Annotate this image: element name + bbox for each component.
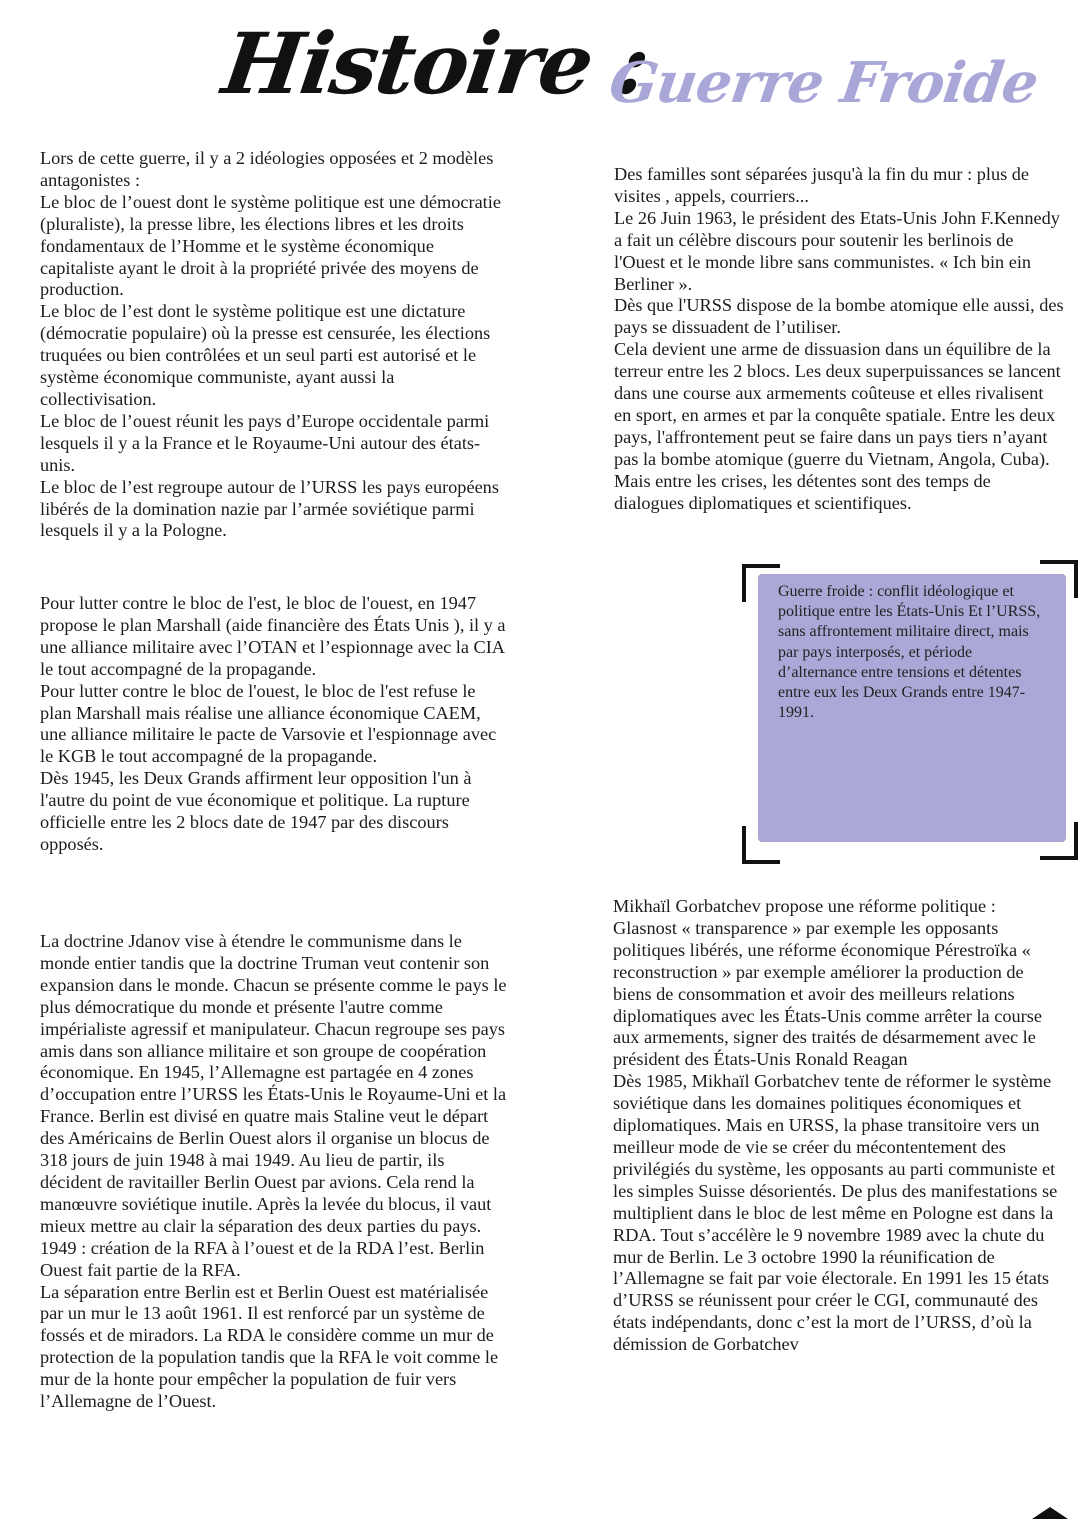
right-column-block2: [613, 896, 1063, 1356]
graduation-cap-icon: [1032, 1507, 1068, 1519]
right-column: [614, 164, 1064, 515]
definition-text: Guerre froide : conflit idéologique et politique entre les États-Unis Et l’URSS, sans affrontement militaire direct, mais par pays interposés, et période d’alternance entre tensions et détentes entre eux les Deux Grands entre 1947- 1991.: [778, 583, 1041, 722]
paragraph-doctrines-berlin: La doctrine Jdanov vise à étendre le communisme dans le monde entier tandis que la doctrine Truman veut contenir son expansion dans le monde. Chacun se présente comme le pays le plus démocratique du monde et présente l'autre comme impérialiste agressif et manipulateur. Chacun regroupe ses pays amis dans son alliance militaire et son groupe de coopération économique. En 1945, l’Allemagne est partagée en 4 zones d’occupation entre l’URSS les États-Unis le Royaume-Uni et la France. Berlin est divisé en quatre mais Staline veut le départ des Américains de Berlin Ouest alors il organise un blocus de 318 jours de juin 1948 à mai 1949. Au lieu de partir, ils décident de ravitailler Berlin Ouest par avions. Cela rend la manœuvre soviétique inutile. Après la levée du blocus, il vaut mieux mettre au clair la séparation des deux parties du pays. 1949 : création de la RFA à l’ouest et de la RDA l’est. Berlin Ouest fait partie de la RFA. La séparation entre Berlin est et Berlin Ouest est matérialisée par un mur le 13 août 1961. Il est renforcé par un système de fossés et de miradors. La RDA le considère comme un mur de protection de la population tandis que la RFA le voit comme le mur de la honte pour empêcher la population de fuir vers l’Allemagne de l’Ouest.: [40, 931, 507, 1412]
paragraph-mur-dissuasion: Des familles sont séparées jusqu'à la fin du mur : plus de visites , appels, courriers... Le 26 Juin 1963, le président des Etats-Unis John F.Kennedy a fait un célèbre discours pour soutenir les berlinois de l'Ouest et le monde libre sans communistes. « Ich bin ein Berliner ». Dès que l'URSS dispose de la bombe atomique elle aussi, des pays se dissuadent de l’utiliser. Cela devient une arme de dissuasion dans un équilibre de la terreur entre les 2 blocs. Les deux superpuissances se lancent dans une course aux armements coûteuse et elles rivalisent en sport, en armes et par la conquête spatiale. Entre les deux pays, l'affrontement peut se faire dans un pays tiers n’ayant pas la bombe atomique (guerre du Vietnam, Angola, Cuba). Mais entre les crises, les détentes sont des temps de dialogues diplomatiques et scientifiques.: [614, 164, 1064, 513]
page-subtitle: Guerre Froide: [605, 50, 1042, 116]
left-column: [40, 148, 510, 542]
page-title: Histoire :: [217, 14, 655, 113]
paragraph-gorbatchev: Mikhaïl Gorbatchev propose une réforme politique : Glasnost « transparence » par exemple les opposants politiques libérés, une réforme économique Pérestroïka « reconstruction » par exemple améliorer la production de biens de consommation et avoir des meilleurs relations diplomatiques avec les États-Unis comme arrêter la course aux armements, signer des traités de désarmement avec le président des États-Unis Ronald Reagan Dès 1985, Mikhaïl Gorbatchev tente de réformer le système soviétique dans les domaines politiques économiques et diplomatiques. Mais en URSS, la phase transitoire vers un meilleur mode de vie se créer du mécontentement des privilégiés du système, les opposants au parti communiste et les simples Suisse désorientés. De plus des manifestations se multiplient dans le bloc de lest même en Pologne est dans la RDA. Tout s’accélère le 9 novembre 1989 avec la chute du mur de Berlin. Le 3 octobre 1990 la réunification de l’Allemagne se fait par voie électorale. En 1991 les 15 états d’URSS se réunissent pour créer le CGI, communauté des états indépendants, donc c’est la mort de l’URSS, d’où la démission de Gorbatchev: [613, 896, 1058, 1355]
left-column-block2: [40, 593, 510, 856]
definition-frame: [742, 560, 1078, 864]
page-header: [0, 14, 1080, 134]
left-column-block3: [40, 931, 510, 1413]
paragraph-ideologies: Lors de cette guerre, il y a 2 idéologies opposées et 2 modèles antagonistes : Le bloc de l’ouest dont le système politique est une démocratie (pluraliste), la presse libre, les élections libres et les droits fondamentaux de l’Homme et le système économique capitaliste ayant le droit à la propriété privée des moyens de production. Le bloc de l’est dont le système politique est une dictature (démocratie populaire) où la presse est censurée, les élections truquées ou bien contrôlées et un seul parti est autorisé et le système économique communiste, ayant aussi la collectivisation. Le bloc de l’ouest réunit les pays d’Europe occidentale parmi lesquels il y a la France et le Royaume-Uni autour des états-unis. Le bloc de l’est regroupe autour de l’URSS les pays européens libérés de la domination nazie par l’armée soviétique parmi lesquels il y a la Pologne.: [40, 148, 501, 541]
definition-box: [758, 574, 1066, 842]
paragraph-marshall: Pour lutter contre le bloc de l'est, le bloc de l'ouest, en 1947 propose le plan Marshall (aide financière des États Unis ), il y a une alliance militaire avec l’OTAN et l’espionnage avec la CIA le tout accompagné de la propagande. Pour lutter contre le bloc de l'ouest, le bloc de l'est refuse le plan Marshall mais réalise une alliance économique CAEM, une alliance militaire le pacte de Varsovie et l'espionnage avec le KGB le tout accompagné de la propagande. Dès 1945, les Deux Grands affirment leur opposition l'un à l'autre du point de vue économique et politique. La rupture officielle entre les 2 blocs date de 1947 par des discours opposés.: [40, 593, 506, 854]
